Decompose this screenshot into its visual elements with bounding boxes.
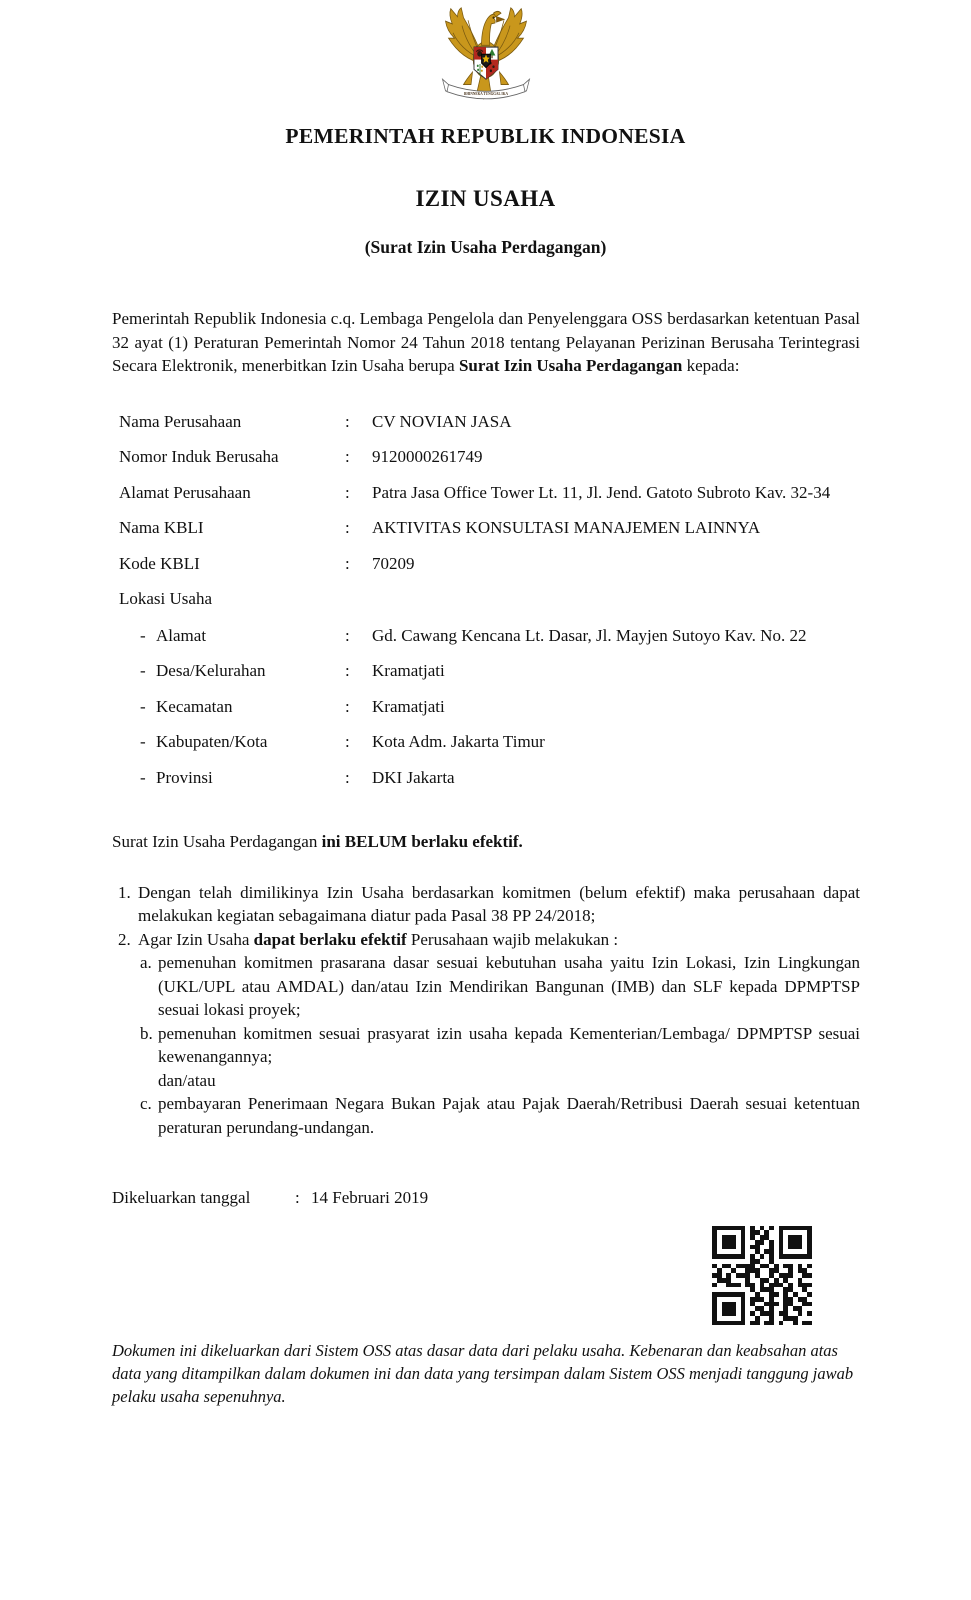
provision-2-bold: dapat berlaku efektif <box>253 929 407 949</box>
sub-item-c <box>140 1092 860 1139</box>
colon-separator: : <box>345 447 350 466</box>
list-number: 1. <box>118 882 131 902</box>
issuance-label: Dikeluarkan tanggal <box>112 1188 251 1207</box>
location-row-desa-kelurahan <box>140 659 860 683</box>
field-label: Nomor Induk Berusaha <box>119 447 279 466</box>
sub-list-marker: a. <box>140 953 152 972</box>
location-label: Desa/Kelurahan <box>156 661 266 680</box>
garuda-pancasila-emblem <box>441 6 531 106</box>
colon-separator: : <box>345 553 350 573</box>
colon-separator: : <box>345 696 350 716</box>
sub-item-text: pembayaran Penerimaan Negara Bukan Pajak atau Pajak Daerah/Retribusi Daerah sesuai ketentuan peraturan perundang-undangan. <box>158 1094 860 1137</box>
colon-separator: : <box>345 661 350 680</box>
location-value: Gd. Cawang Kencana Lt. Dasar, Jl. Mayjen Sutoyo Kav. No. 22 <box>372 625 807 645</box>
provision-2-text-after: Perusahaan wajib melakukan : <box>410 929 619 949</box>
sub-item-b-text: pemenuhan komitmen sesuai prasyarat izin usaha kepada Kementerian/Lembaga/ DPMPTSP sesuai kewenangannya; <box>158 1023 860 1066</box>
location-row-alamat <box>140 624 860 648</box>
government-title: PEMERINTAH REPUBLIK INDONESIA <box>285 124 686 148</box>
location-label: Alamat <box>156 625 207 645</box>
effective-status-line <box>112 830 860 854</box>
colon-separator: : <box>345 482 350 502</box>
company-fields <box>112 410 860 790</box>
footer-disclaimer: Dokumen ini dikeluarkan dari Sistem OSS atas dasar data dari pelaku usaha. Kebenaran dan keabsahan atas data yang ditampilkan dalam dokumen ini dan data yang tersimpan dalam Sistem OSS menjadi tanggung jawab pelaku usaha sepenuhnya. <box>112 1340 854 1406</box>
location-value: Kramatjati <box>372 696 445 716</box>
field-label: Nama KBLI <box>119 518 204 537</box>
qr-code-container <box>112 1226 860 1326</box>
list-number: 2. <box>118 929 131 949</box>
field-label: Kode KBLI <box>119 553 200 573</box>
status-text: Surat Izin Usaha Perdagangan <box>112 832 318 851</box>
field-label: Alamat Perusahaan <box>119 482 251 502</box>
colon-separator: : <box>345 625 350 645</box>
intro-paragraph <box>112 307 860 378</box>
sub-list-marker: c. <box>140 1094 152 1113</box>
field-label: Nama Perusahaan <box>119 411 242 431</box>
provision-2-intro <box>138 928 860 952</box>
sub-item-b <box>140 1022 860 1093</box>
issuance-date-value: 14 Februari 2019 <box>311 1188 429 1207</box>
field-row-kode-kbli <box>119 552 860 576</box>
location-value: Kota Adm. Jakarta Timur <box>372 732 545 751</box>
colon-separator: : <box>345 518 350 537</box>
status-bold-text: ini BELUM berlaku efektif. <box>321 832 523 851</box>
dash-marker: - <box>140 732 146 751</box>
provision-text: Dengan telah dimilikinya Izin Usaha berdasarkan komitmen (belum efektif) maka perusahaan dapat melakukan kegiatan sebagaimana diatur pada Pasal 38 PP 24/2018; <box>138 882 860 925</box>
provision-text <box>138 928 860 1140</box>
provision-item-2 <box>118 928 860 1140</box>
location-label: Kecamatan <box>156 696 233 716</box>
intro-text-after: kepada: <box>686 356 740 375</box>
dash-marker: - <box>140 696 146 716</box>
location-value: Kramatjati <box>372 661 445 680</box>
sub-item-text <box>158 1022 860 1093</box>
colon-separator: : <box>345 411 350 431</box>
document-title: IZIN USAHA <box>415 186 556 211</box>
dash-marker: - <box>140 767 146 787</box>
location-section-heading: Lokasi Usaha <box>119 589 213 608</box>
colon-separator: : <box>295 1188 300 1207</box>
emblem-motto-text: BHINNEKA TUNGGAL IKA <box>463 91 508 96</box>
colon-separator: : <box>345 767 350 787</box>
field-value: 70209 <box>372 553 415 573</box>
document-subtitle: (Surat Izin Usaha Perdagangan) <box>364 237 607 257</box>
location-row-kabupaten-kota <box>140 730 860 754</box>
provision-2-text: Agar Izin Usaha <box>138 929 250 949</box>
sub-item-b-extra: dan/atau <box>158 1070 216 1090</box>
sub-item-a <box>140 951 860 1022</box>
issuance-date-row <box>112 1186 860 1210</box>
field-row-alamat-perusahaan <box>119 481 860 505</box>
field-value: Patra Jasa Office Tower Lt. 11, Jl. Jend. Gatoto Subroto Kav. 32-34 <box>372 482 831 502</box>
location-value: DKI Jakarta <box>372 767 455 787</box>
field-row-nama-perusahaan <box>119 410 860 434</box>
document-body <box>0 307 971 1408</box>
provision-item-1 <box>118 881 860 928</box>
intro-bold-text: Surat Izin Usaha Perdagangan <box>458 356 683 375</box>
field-row-nomor-induk-berusaha <box>119 445 860 469</box>
field-value: 9120000261749 <box>372 447 483 466</box>
location-row-provinsi <box>140 766 860 790</box>
location-label: Kabupaten/Kota <box>156 732 268 751</box>
field-row-nama-kbli <box>119 516 860 540</box>
sub-list-marker: b. <box>140 1023 153 1043</box>
field-value: AKTIVITAS KONSULTASI MANAJEMEN LAINNYA <box>372 518 761 537</box>
field-value: CV NOVIAN JASA <box>372 411 512 431</box>
location-label: Provinsi <box>156 767 213 787</box>
location-row-kecamatan <box>140 695 860 719</box>
emblem-container <box>0 6 971 108</box>
pancasila-shield <box>474 47 498 79</box>
sub-item-text: pemenuhan komitmen prasarana dasar sesuai kebutuhan usaha yaitu Izin Lokasi, Izin Lingkungan (UKL/UPL atau AMDAL) dan/atau Izin Mendirikan Bangunan (IMB) dan SLF kepada DPMPTSP sesuai lokasi proyek; <box>158 953 860 1019</box>
colon-separator: : <box>345 732 350 751</box>
document-header <box>0 0 971 258</box>
dash-marker: - <box>140 661 146 680</box>
document-verification-qr-code <box>712 1226 812 1326</box>
intro-text: Pemerintah Republik Indonesia c.q. Lembaga Pengelola dan Penyelenggara OSS berdasarkan ketentuan Pasal 32 ayat (1) Peraturan Pemerintah Nomor 24 Tahun 2018 tentang Pelayanan Perizinan Berusaha Terintegrasi Secara Elektronik, menerbitkan Izin Usaha berupa <box>112 309 860 375</box>
provisions-list <box>112 881 860 1140</box>
dash-marker: - <box>140 625 146 645</box>
